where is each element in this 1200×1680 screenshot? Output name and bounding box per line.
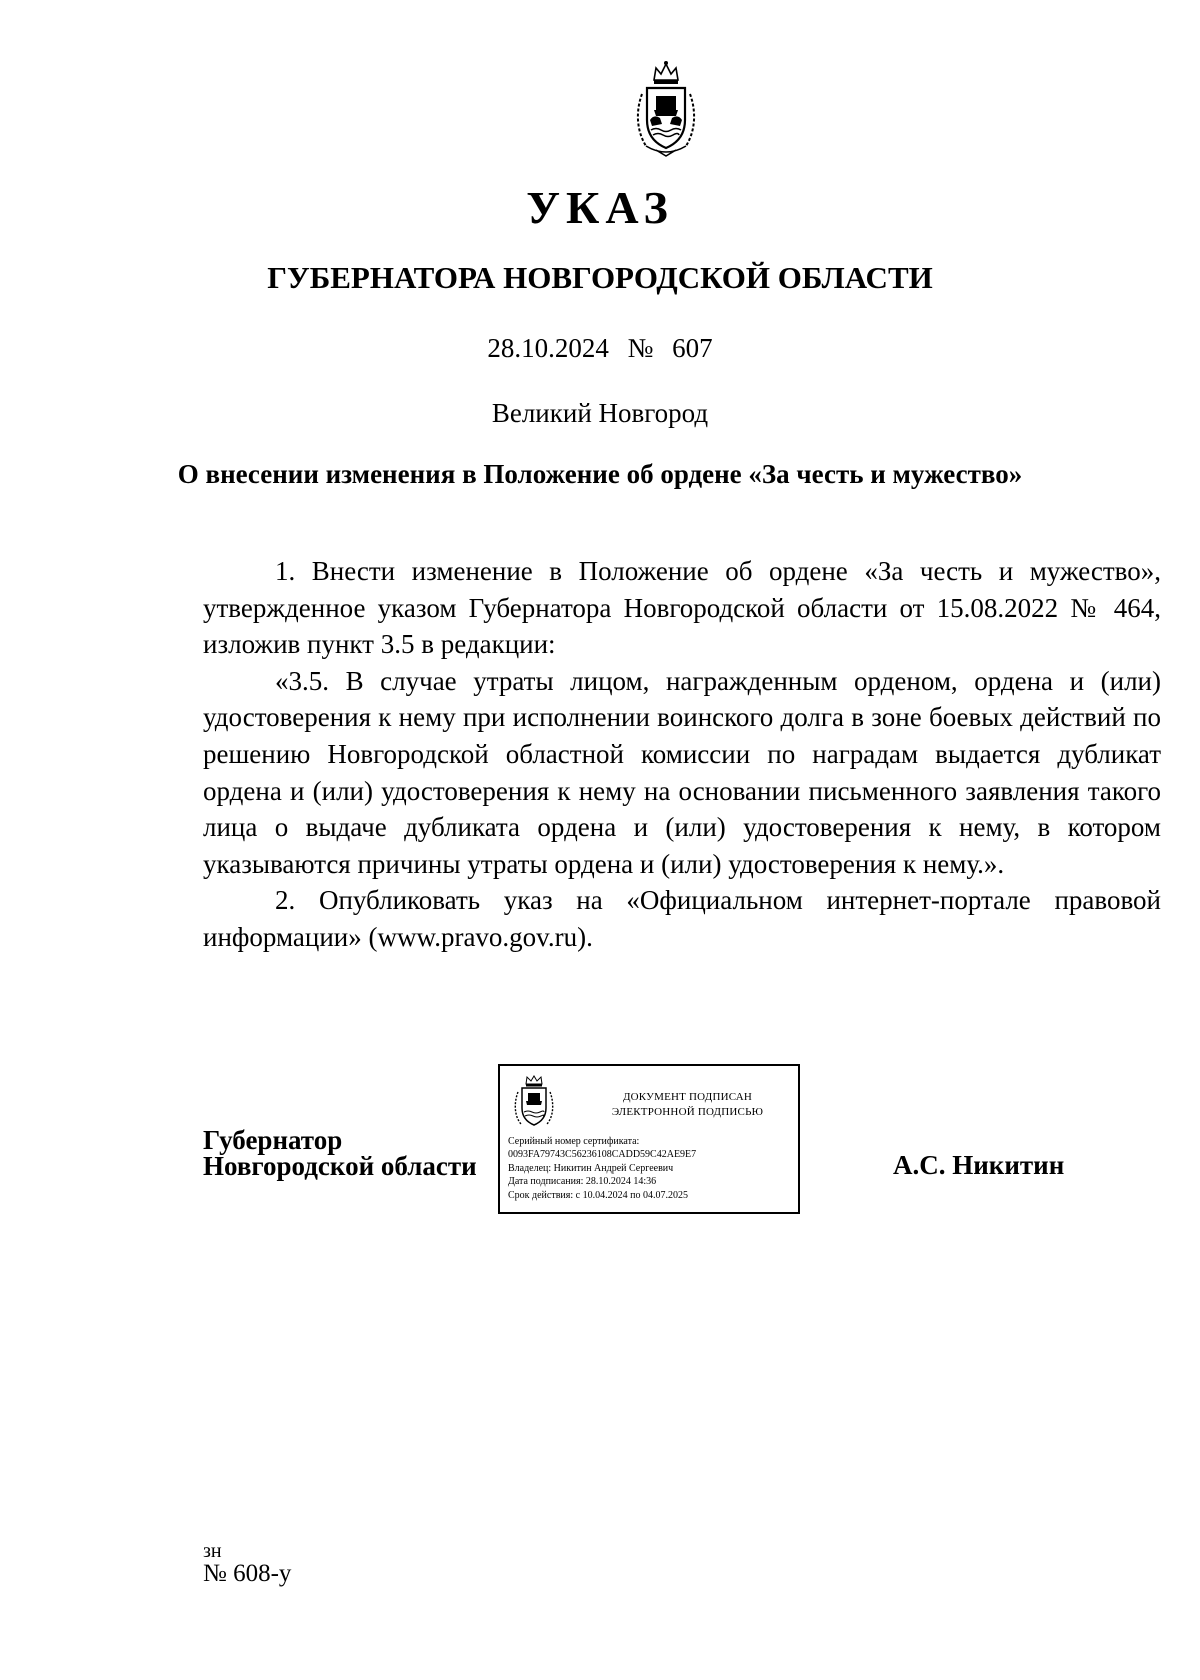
footer-reg-number: № 608-у bbox=[203, 1560, 292, 1587]
stamp-serial-label: Серийный номер сертификата: bbox=[508, 1136, 640, 1147]
decree-issuer: ГУБЕРНАТОРА НОВГОРОДСКОЙ ОБЛАСТИ bbox=[267, 260, 933, 295]
paragraph-1: 1. Внести изменение в Положение об ордене «За честь и мужество», утвержденное указом Губернатора Новгородской области от 15.08.2022 № 464, изложив пункт 3.5 в редакции: bbox=[203, 556, 1161, 660]
registration-footer bbox=[203, 1540, 291, 1586]
decree-number: 607 bbox=[672, 333, 713, 363]
decree-date: 28.10.2024 bbox=[487, 333, 609, 363]
signatory-position-line1: Губернатор bbox=[203, 1125, 343, 1155]
stamp-coat-of-arms-icon bbox=[512, 1074, 556, 1132]
decree-heading: О внесении изменения в Положение об ордене «За честь и мужество» bbox=[177, 459, 1023, 489]
decree-title: УКАЗ bbox=[526, 182, 674, 233]
paragraph-amendment: «3.5. В случае утраты лицом, награжденным орденом, ордена и (или) удостоверения к нему при исполнении воинского долга в зоне боевых действий по решению Новгородской областной комиссии по наградам выдается дубликат ордена и (или) удостоверения к нему на основании письменного заявления такого лица о выдаче дубликата ордена и (или) удостоверения к нему, в котором указываются причины утраты ордена и (или) удостоверения к нему.». bbox=[203, 665, 1161, 879]
stamp-serial-value: 0093FA79743C56236108CADD59C42AE9E7 bbox=[508, 1149, 697, 1161]
decree-city: Великий Новгород bbox=[491, 398, 709, 428]
signatory-position-line2: Новгородской области bbox=[203, 1151, 477, 1181]
electronic-signature-stamp bbox=[498, 1064, 800, 1214]
stamp-heading-line1: ДОКУМЕНТ ПОДПИСАН bbox=[622, 1091, 753, 1103]
stamp-validity: Срок действия: с 10.04.2024 по 04.07.2025 bbox=[508, 1189, 688, 1201]
decree-body bbox=[203, 553, 1161, 956]
signatory-position bbox=[203, 1127, 477, 1179]
coat-of-arms-icon bbox=[632, 58, 700, 164]
paragraph-2: 2. Опубликовать указ на «Официальном интернет-портале правовой информации» (www.pravo.gov.ru). bbox=[203, 885, 1161, 952]
stamp-owner: Владелец: Никитин Андрей Сергеевич bbox=[508, 1162, 674, 1174]
stamp-heading bbox=[580, 1090, 795, 1120]
footer-initials: зн bbox=[203, 1540, 222, 1562]
stamp-details bbox=[508, 1135, 696, 1202]
stamp-heading-line2: ЭЛЕКТРОННОЙ ПОДПИСЬЮ bbox=[611, 1106, 764, 1118]
number-sign: № bbox=[627, 333, 654, 363]
decree-date-number bbox=[0, 330, 1200, 366]
signatory-name: А.С. Никитин bbox=[893, 1150, 1065, 1180]
stamp-signed-date: Дата подписания: 28.10.2024 14:36 bbox=[508, 1176, 657, 1188]
